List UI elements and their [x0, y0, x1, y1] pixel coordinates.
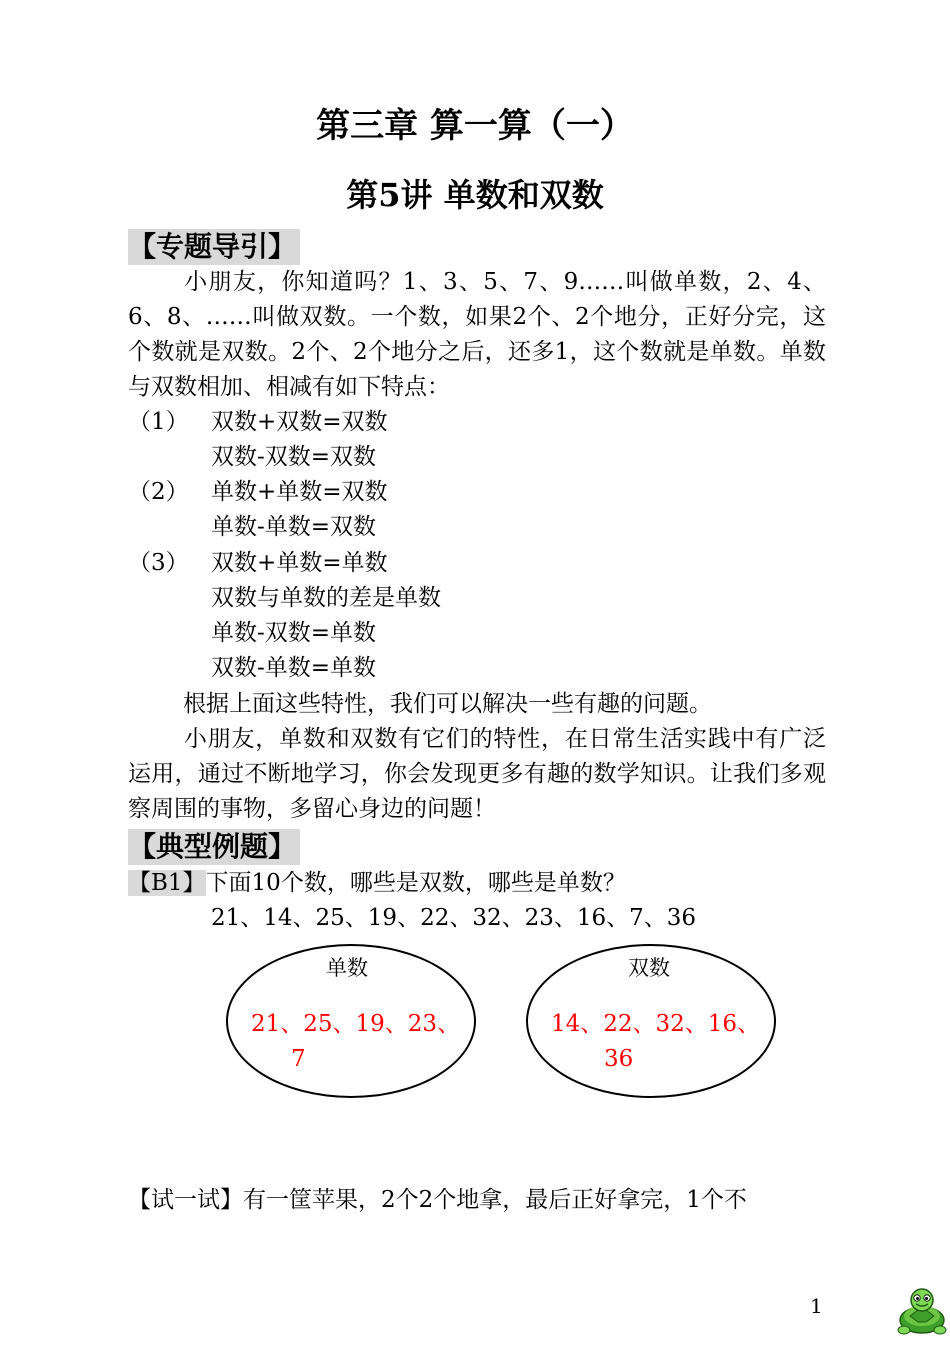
intro-heading: 【专题导引】 [128, 229, 300, 265]
intro-paragraph-3-text: 小朋友，单数和双数有它们的特性，在日常生活实践中有广泛运用，通过不断地学习，你会发现更多有趣的数学知识。让我们多观察周围的事物，多留心身边的问题！ [128, 726, 826, 822]
rule-3-number: （3） [128, 550, 189, 576]
page-number: 1 [810, 1294, 823, 1318]
chapter-title: 第三章 算一算（一） [316, 106, 634, 146]
rule-1-line-1: 双数+双数=双数 [211, 409, 388, 435]
example-b1-tag: 【B1】 [128, 870, 206, 896]
odd-numbers-answer-1: 21、25、19、23、 [251, 1011, 461, 1037]
intro-paragraph-text: 小朋友，你知道吗？1、3、5、7、9……叫做单数，2、4、6、8、……叫做双数。一个数，如果2个、2个地分，正好分完，这个数就是双数。2个、2个地分之后，还多1，这个数就是单数。单数与双数相加、相减有如下特点： [128, 269, 826, 400]
intro-paragraph-2 [128, 687, 826, 722]
odd-numbers-label: 单数 [326, 956, 368, 980]
example-b1-question [128, 866, 626, 901]
rule-2-line-1: 单数+单数=双数 [211, 479, 388, 505]
turtle-logo-icon [896, 1286, 948, 1340]
odd-numbers-answer-2: 7 [291, 1046, 306, 1072]
example-b1-numbers: 21、14、25、19、22、32、23、16、7、36 [211, 905, 697, 931]
examples-heading: 【典型例题】 [128, 829, 300, 865]
try-it-paragraph [128, 1183, 747, 1218]
even-numbers-answer-1: 14、22、32、16、 [551, 1011, 761, 1037]
try-it-tag: 【试一试】 [128, 1187, 243, 1213]
even-numbers-answer-2: 36 [604, 1046, 634, 1072]
even-numbers-label: 双数 [628, 956, 670, 980]
rule-2-line-2: 单数-单数=双数 [211, 514, 377, 540]
rule-1-number: （1） [128, 409, 189, 435]
intro-paragraph [128, 265, 826, 405]
intro-paragraph-2-text: 根据上面这些特性，我们可以解决一些有趣的问题。 [183, 691, 712, 717]
lecture-title: 第5讲 单数和双数 [346, 176, 604, 214]
rule-2-number: （2） [128, 479, 189, 505]
example-b1-question-text: 下面10个数，哪些是双数，哪些是单数？ [205, 870, 626, 896]
rule-3-line-2: 双数与单数的差是单数 [211, 585, 441, 611]
rule-3-line-1: 双数+单数=单数 [211, 550, 388, 576]
intro-paragraph-3 [128, 722, 826, 827]
rule-3-line-3: 单数-双数=单数 [211, 620, 377, 646]
rule-1-line-2: 双数-双数=双数 [211, 444, 377, 470]
try-it-text: 有一筐苹果，2个2个地拿，最后正好拿完，1个不 [243, 1187, 747, 1213]
rule-3-line-4: 双数-单数=单数 [211, 655, 377, 681]
